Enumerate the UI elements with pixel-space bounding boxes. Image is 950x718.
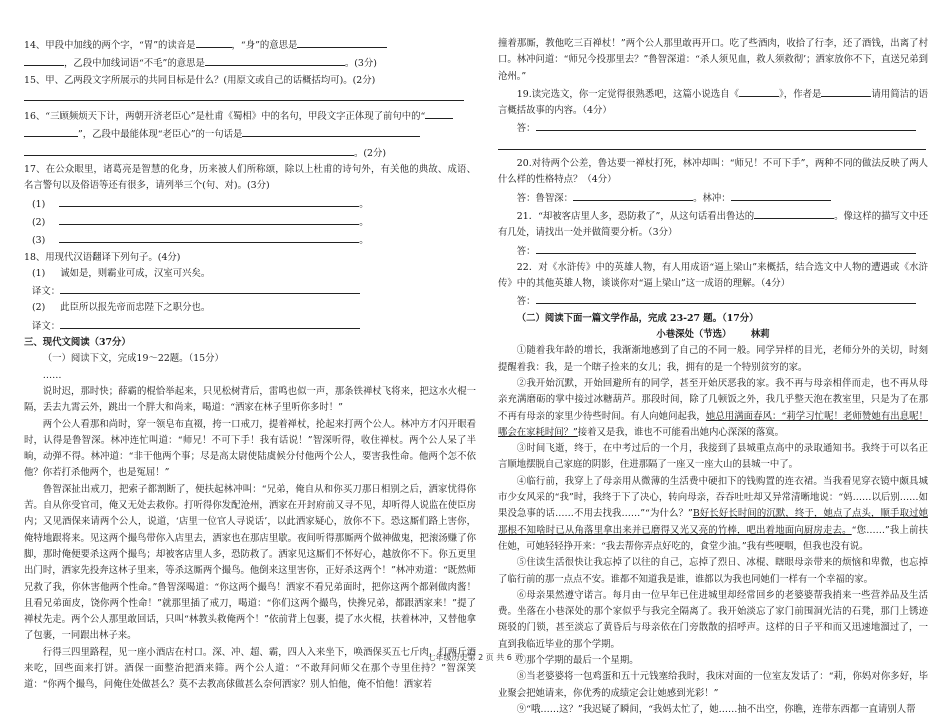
story-paragraph: ⑤住读生活很快让我忘掉了以往的自己，忘掉了烈日、冰棍、瞎眼母亲带来的烦恼和卑微，也忘掉了临行前的那一点点不安。谁都不知道我是谁，谁都以为我也同她们一样有一个幸福的家。 xyxy=(498,557,928,585)
underlined-passage-b2: 顺手取过她那根不知啥时已从角落里拿出来并已磨得又光又亮的竹棒，吧出着地面向厨房走去。 xyxy=(498,508,928,536)
section-3-heading: 三、现代文阅读（37分） xyxy=(24,337,131,349)
question-14-cont: ，乙段中加线词语“不毛”的意思是 。(3分) xyxy=(24,54,476,72)
right-column xyxy=(498,36,928,718)
q21-answer[interactable]: 答： xyxy=(498,242,928,260)
story-paragraph: ①随着我年龄的增长，我渐渐地感到了自己的不同一般。同学异样的目光，老师分外的关切，时刻提醒着我：我，是一个瞎子捡来的女儿；我，拥有的是一个特别贫穷的家。 xyxy=(498,345,928,373)
answer-blank[interactable] xyxy=(242,125,420,137)
q17-item-3[interactable]: (3) 。 xyxy=(24,231,476,249)
story-paragraph: ⑦那个学期的最后一个星期。 xyxy=(516,654,639,666)
question-20: 20.对待两个公差，鲁达要一禅杖打死，林冲却叫：“师兄！不可下手”，两种不同的做法反映了两人什么样的性格特点？（4分） xyxy=(498,158,928,186)
question-15: 15、甲、乙两段文字所展示的共同目标是什么？(用原文或自己的话概括均可)。(2分) xyxy=(24,74,376,86)
question-19: 19.读完选文，你一定觉得很熟悉吧，这篇小说选自《 》，作者是 请用简洁的语言概括故事的内容。（4分） xyxy=(498,85,928,120)
question-16-end: 。(2分) xyxy=(24,144,476,162)
underlined-passage: 她总用满面春风：“莉学习忙呢！老师赞她有出息呢！哪会在家耗时间？” xyxy=(498,410,928,438)
q18-sentence-2: (2) 此臣所以报先帝而忠陛下之职分也。 xyxy=(32,302,211,314)
underlined-passage-b: B好长好长时间的沉默，终于，她点了点头， xyxy=(692,508,881,520)
q20-answer[interactable]: 答：鲁智深： 。林冲： xyxy=(498,189,928,207)
answer-blank[interactable] xyxy=(205,54,345,66)
answer-blank[interactable] xyxy=(297,36,387,48)
answer-blank[interactable] xyxy=(24,54,64,66)
story-paragraph: ⑧当老婆婆将一包鸡蛋和五十元钱塞给我时，我床对面的一位室友发话了：“莉，你妈对你多好，毕业聚会把她请来，你优秀的成绩定会让她感到光彩！” xyxy=(498,671,928,699)
subsection-2-heading: （二）阅读下面一篇文学作品，完成 23-27 题。（17分） xyxy=(516,312,759,324)
answer-blank[interactable] xyxy=(24,144,354,156)
question-21: 21．“却被客店里人多，恐防救了”，从这句话看出鲁达的 。像这样的描写文中还有几处，请找出一处并做简要分析。（3分） xyxy=(498,207,928,242)
question-17: 17、在公众眼里，诸葛亮是智慧的化身，历来被人们所称颂，除以上杜甫的诗句外，有关他的典故、成语、名言警句以及俗语等还有很多，请列举三个(句、对)。(3分) xyxy=(24,164,476,192)
story-paragraph: ⑥母亲果然遵守诺言。每月由一位早年已住进城里却经常回乡的老婆婆帮我捎来一些营养品及生活费。坐落在小巷深处的那个家似乎与我完全隔离了。我开始淡忘了家门前围洞光洁的石凳，那门上锈迹斑驳的门锁，甚至淡忘了黄昏后与母亲依在门旁散散的招呼声。这样的日子平和而又迅速地溜过了，一直到我临近毕业的那个学期。 xyxy=(498,589,928,650)
passage-paragraph: 说时迟，那时快；薛霸的棍恰举起来，只见松树背后，雷鸣也似一声，那条铁禅杖飞将来，把这水火棍一隔，丢去九霄云外，跳出一个胖大和尚来，喝道：“洒家在林子里听你多时！” xyxy=(24,385,476,414)
answer-blank[interactable] xyxy=(24,125,78,137)
question-18: 18、用现代汉语翻译下列句子。(4分) xyxy=(24,251,181,263)
passage-paragraph: 鲁智深扯出戒刀，把索子都割断了，便扶起林冲叫：“兄弟，俺自从和你买刀那日相别之后，洒家忧得你苦。自从你受官司，俺又无处去救你。打听得你发配沧州，洒家在开封府前又寻不见，却听得人说监在使臣房内；又见酒保来请两个公人，说道，‘店里一位官人寻说话’，以此洒家疑心，放你不下。恐这厮们路上害你，俺特地跟将来。见这两个撮鸟带你入店里去，洒家也在那店里歇。夜间听得那厮两个做神做鬼，把滚汤赚了你脚，那时俺便要杀这两个撮鸟；却被客店里人多，恐防救了。洒家见这厮们不怀好心，越放你不下。你五更里出门时，洒家先投奔这林子里来，等杀这厮两个撮鸟。他倒来这里害你，正好杀这两个！”林冲劝道：“既然师兄救了我，你休害他两个性命。”鲁智深喝道：“你这两个撮鸟！洒家不看兄弟面时，把你这两个都剁做肉酱！且看兄弟面皮，饶你两个性命！”就那里插了戒刀，喝道：“你们这两个撮鸟，快搀兄弟，都跟洒家来！”提了禅杖先走。两个公人那里敢回话，只叫“林教头救俺两个！”依前背上包裹，提了水火棍，扶着林冲，又替他拿了包裹，一同跟出林子来。 xyxy=(24,483,476,642)
story-title-line xyxy=(498,327,928,343)
passage-continuation: 撞着那厮，教他吃三百禅杖！”两个公人那里敢再开口。吃了些酒肉，收拾了行李，还了酒钱，出离了村口。林冲问道：“师兄今投那里去？”鲁智深道：“杀人须见血，救人须救彻’；洒家放你不下，直送兄弟到沧州。” xyxy=(498,38,928,82)
story-paragraph: ⑨“哦……这？”我迟疑了瞬间，“我妈太忙了，她……抽不出空，你瞧，连带东西都一直请别人帮 xyxy=(516,703,916,715)
q17-item-2[interactable]: (2) 。 xyxy=(24,213,476,231)
q18-translation-2[interactable]: 译文： xyxy=(24,317,476,335)
answer-blank[interactable] xyxy=(425,107,453,119)
page-footer: 七年级历史第 2 页 共 6 页 xyxy=(427,653,523,662)
subsection-1-heading: （一）阅读下文，完成19～22题。（15分） xyxy=(42,353,224,365)
story-title: 小巷深处（节选） xyxy=(656,329,732,341)
answer-blank[interactable] xyxy=(739,85,779,97)
answer-blank[interactable] xyxy=(821,85,871,97)
q19-answer[interactable]: 答： xyxy=(498,119,928,137)
q18-sentence-1: (1) 诚如是，则霸业可成，汉室可兴矣。 xyxy=(32,267,211,279)
q22-answer[interactable]: 答： xyxy=(498,292,928,310)
left-column xyxy=(24,36,476,694)
q18-translation-1[interactable]: 译文： xyxy=(24,282,476,300)
passage-paragraph: 两个公人看那和尚时，穿一领皂布直裰，挎一口戒刀，提着禅杖，抡起来打两个公人。林冲方才闪开眼看时，认得是鲁智深。林冲连忙叫道：“师兄！不可下手！我有话说！”智深听得，收住禅杖。两个公人呆了半晌，动弹不得。林冲道：“非干他两个事；尽是高太尉使陆虞候分付他两个公人，要害我性命。他两个怎不依他？你若打杀他两个，也是冤屈！” xyxy=(24,418,476,479)
story-author: 林莉 xyxy=(750,329,770,341)
question-16: 16、“三顾频烦天下计，两朝开济老臣心”是杜甫《蜀相》中的名句，甲段文字正体现了前句中的“ xyxy=(24,107,476,125)
answer-line[interactable] xyxy=(24,89,476,107)
ellipsis: …… xyxy=(42,369,62,381)
story-paragraph: ②我开始沉默，开始回避所有的同学，甚至开始厌恶我的家。我不再与母亲相伴而走，也不再从母亲充满磨砺的掌中接过冰糖葫芦。那段时间，除了几顿饭之外，我几乎整天泡在教室里，只是为了在那不再有母亲的家里少待些时间。有人向她问起我，她总用满面春风：“莉学习忙呢！老师赞她有出息呢！哪会在家耗时间？”接着又是我，谁也不可能看出她内心深深的落寞。 xyxy=(498,377,928,438)
passage-paragraph: 行得三四里路程，见一座小酒店在村口。深、冲、超、霸，四人入来坐下，唤酒保买五七斤肉，打两斤酒来吃，回些面来打饼。酒保一面整治把酒来筛。两个公人道：“不敢拜问师父在那个寺里住持？”智深笑道：“你两个撮鸟，问俺住处做甚么？莫不去教高俅做甚么奈何洒家？别人怕他，俺不怕他！洒家若 xyxy=(24,646,476,691)
story-paragraph: ③时间飞逝，终于，在中考过后的一个月，我接到了县城重点高中的录取通知书。我终于可以名正言顺地摆脱自己家庭的阴影，住进那隔了一座又一座大山的县城一中了。 xyxy=(498,443,928,471)
answer-blank[interactable] xyxy=(196,36,232,48)
question-22: 22．对《水浒传》中的英雄人物，有人用成语“逼上梁山”来概括，结合选文中人物的遭遇或《水浒传》中的其他英雄人物，谈谈你对“逼上梁山”这一成语的理解。（4分） xyxy=(498,261,928,290)
question-16-cont: ”，乙段中最能体现“老臣心”的一句话是 xyxy=(24,125,476,143)
answer-blank[interactable] xyxy=(754,207,834,219)
q17-item-1[interactable]: (1) 。 xyxy=(24,195,476,213)
question-14: 14、甲段中加线的两个字，“胃”的读音是 ，“身”的意思是 xyxy=(24,36,476,54)
answer-line[interactable] xyxy=(498,138,928,156)
story-paragraph: ④临行前，我穿上了母亲用从微薄的生活费中硬扣下的钱购置的连衣裙。当我看见穿衣镜中颇具城市少女风采的“我”时，我终于下了决心，转向母亲，吞吞吐吐却又异常清晰地说：“妈……以后别……如果没急事的话……不用去找我……”“为什么？”B好长好长时间的沉默，终于，她点了点头，顺手取过她那根不知啥时已从角落里拿出来并已磨得又光又亮的竹棒，吧出着地面向厨房走去。“您……”我上前扶住她，可她轻轻挣开来：“我去帮你弄点好吃的，食堂少油。”我有些哽咽，但我也没有说。 xyxy=(498,475,928,552)
